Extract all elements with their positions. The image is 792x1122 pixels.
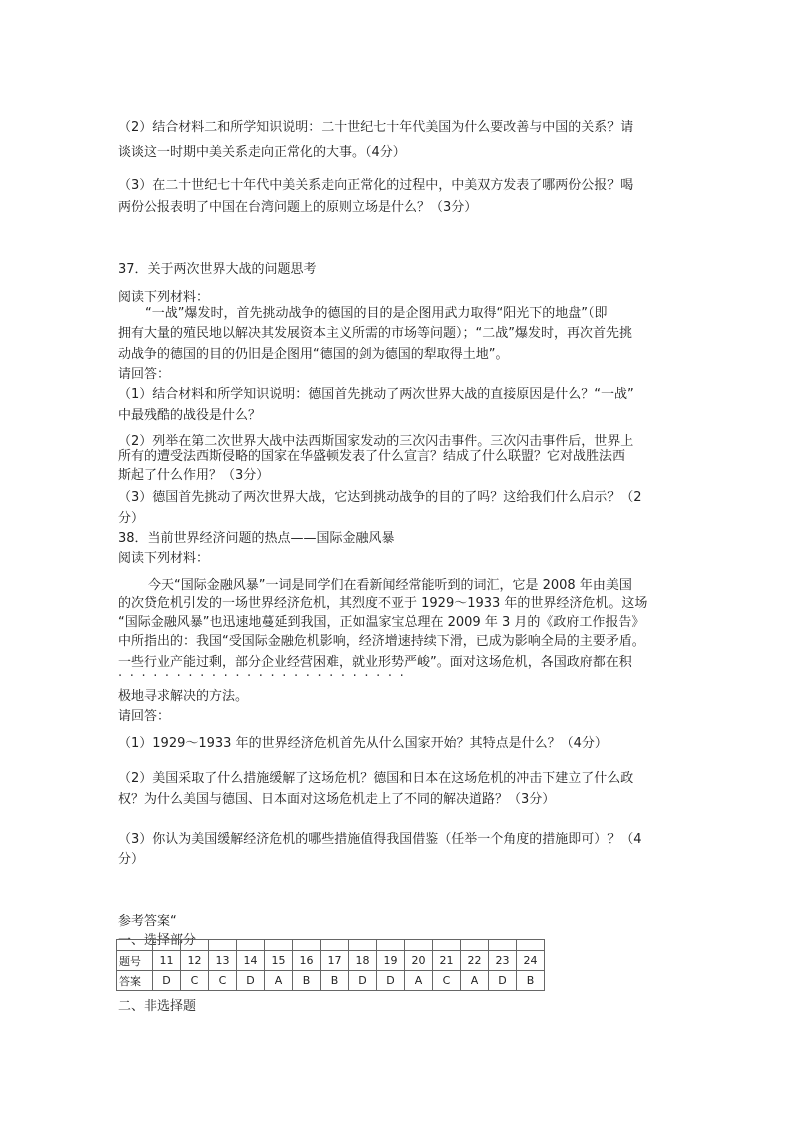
answer-choice: C [181,971,209,991]
q38-part3-line2: 分） [118,852,145,867]
q38-part2-line2: 权？为什么美国与德国、日本面对这场危机走上了不同的解决道路？（3分） [118,792,556,807]
q37-part2-line2: 所有的遭受法西斯侵略的国家在华盛顿发表了什么宣言？结成了什么联盟？它对战胜法西 [118,449,626,464]
q37-part2-line1: （2）列举在第二次世界大战中法西斯国家发动的三次闪击事件。三次闪击事件后，世界上 [118,434,634,449]
row-label-questions: 题号 [117,951,153,971]
question-number: 24 [517,951,545,971]
q38-material-line2: 的次贷危机引发的一场世界经济危机，其烈度不亚于 1929～1933 年的世界经济危机。这场 [118,596,648,611]
q36-part2-line1: （2）结合材料二和所学知识说明：二十世纪七十年代美国为什么要改善与中国的关系？请 [118,120,634,135]
q37-material-line2: 拥有大量的殖民地以解决其发展资本主义所需的市场等问题）；“二战”爆发时，再次首先挑 [118,326,632,341]
answer-choice: D [377,971,405,991]
q37-part3-line2: 分） [118,511,145,526]
answers-section2: 二、非选择题 [118,999,197,1014]
question-number: 23 [489,951,517,971]
q38-material-line5: 一些行业产能过剩，部分企业经营困难，就业形势严峻”。面对这场危机，各国政府都在积 [118,655,632,670]
q37-title: 37．关于两次世界大战的问题思考 [118,262,317,277]
answer-choice: D [153,971,181,991]
emphasis-dots: ························· [118,669,412,684]
q37-part1-line2: 中最残酷的战役是什么？ [118,408,262,423]
answer-table [116,939,545,991]
q38-material-line1: 今天“国际金融风暴”一词是同学们在看新闻经常能听到的词汇，它是 2008 年由美国 [148,578,632,593]
answer-choice: B [293,971,321,991]
question-number: 14 [237,951,265,971]
q37-part2-line3: 斯起了什么作用？（3分） [118,468,270,483]
question-number: 11 [153,951,181,971]
question-number: 18 [349,951,377,971]
table-row [117,940,545,951]
answer-choice: A [265,971,293,991]
answer-choice: C [209,971,237,991]
answer-choice: D [237,971,265,991]
q37-part3-line1: （3）德国首先挑动了两次世界大战，它达到挑动战争的目的了吗？这给我们什么启示？（2 [118,490,642,505]
q38-part3-line1: （3）你认为美国缓解经济危机的哪些措施值得我国借鉴（任举一个角度的措施即可）？（4 [118,832,642,847]
answers-section1: 一、选择部分 [118,933,197,948]
question-number: 12 [181,951,209,971]
q37-answer-prompt: 请回答： [118,367,171,382]
row-label-answers: 答案 [117,971,153,991]
q37-material-line1: “一战”爆发时，首先挑动战争的德国的目的是企图用武力取得“阳光下的地盘”（即 [145,306,608,321]
answer-choice: A [461,971,489,991]
question-number: 16 [293,951,321,971]
question-number: 15 [265,951,293,971]
q38-answer-prompt: 请回答： [118,709,171,724]
question-number: 22 [461,951,489,971]
q36-part3-line1: （3）在二十世纪七十年代中美关系走向正常化的过程中，中美双方发表了哪两份公报？喝 [118,178,634,193]
q37-read-prompt: 阅读下列材料： [118,290,210,305]
q38-part1: （1）1929～1933 年的世界经济危机首先从什么国家开始？其特点是什么？（4分） [118,736,608,751]
q36-part2-line2: 谈谈这一时期中美关系走向正常化的大事。（4分） [118,145,406,160]
answer-choice: A [405,971,433,991]
question-number: 20 [405,951,433,971]
answer-choice: D [489,971,517,991]
answers-title: 参考答案“ [118,914,177,929]
q37-material-line3: 动战争的德国的目的仍旧是企图用“德国的剑为德国的犁取得土地”。 [118,347,509,362]
q38-material-line3: “国际金融风暴”也迅速地蔓延到我国，正如温家宝总理在 2009 年 3 月的《政府工作报告》 [118,615,645,630]
table-row-answers [117,971,545,991]
q38-title: 38．当前世界经济问题的热点——国际金融风暴 [118,531,395,546]
q38-material-line4: 中所指出的：我国“受国际金融危机影响，经济增速持续下滑，已成为影响全局的主要矛盾。 [118,634,645,649]
q36-part3-line2: 两份公报表明了中国在台湾问题上的原则立场是什么？（3分） [118,200,478,215]
q37-part1-line1: （1）结合材料和所学知识说明：德国首先挑动了两次世界大战的直接原因是什么？“一战” [118,387,634,402]
question-number: 19 [377,951,405,971]
answer-choice: D [349,971,377,991]
answer-choice: C [433,971,461,991]
question-number: 13 [209,951,237,971]
q38-material-line6: 极地寻求解决的方法。 [118,689,249,704]
table-row-questions [117,951,545,971]
question-number: 17 [321,951,349,971]
question-number: 21 [433,951,461,971]
answer-choice: B [517,971,545,991]
q38-part2-line1: （2）美国采取了什么措施缓解了这场危机？德国和日本在这场危机的冲击下建立了什么政 [118,771,634,786]
q38-read-prompt: 阅读下列材料： [118,551,210,566]
answer-choice: B [321,971,349,991]
